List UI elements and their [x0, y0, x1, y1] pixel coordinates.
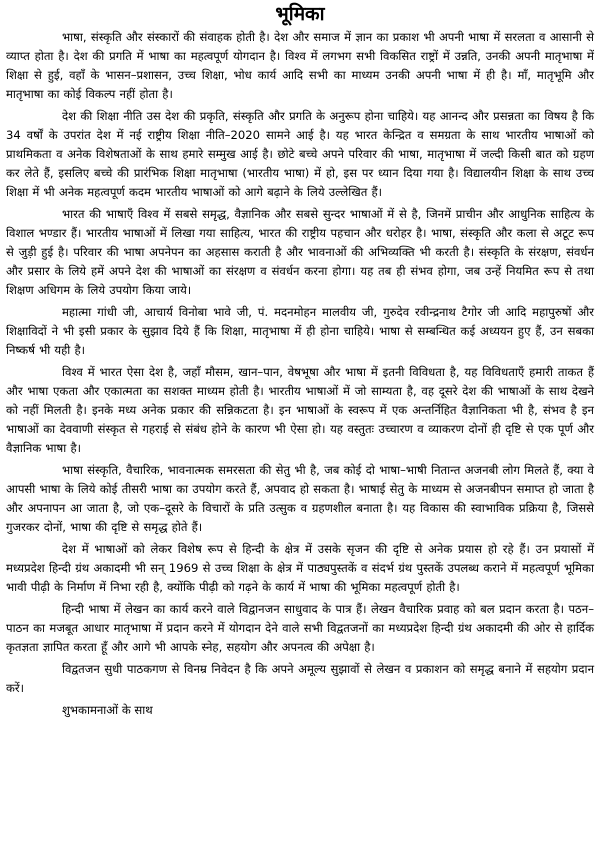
paragraph-9: विद्वतजन सुधी पाठकगण से विनम्र निवेदन है कि अपने अमूल्य सुझावों से लेखन व प्रकाशन को समृद्ध बनाने में सहयोग प्रदान करें।	[6, 662, 594, 695]
paragraph-6: भाषा संस्कृति, वैचारिक, भावनात्मक समरसता की सेतु भी है, जब कोई दो भाषा–भाषी नितान्त अजनबी लोग मिलते हैं, क्या वे आपसी भाषा के लिये कोई तीसरी भाषा का उपयोग करते हैं, अपवाद हो सकता है। भाषाई सेतु के माध्यम से अजनबीपन समाप्त हो जाता है और अपनापन आ जाता है, जो एक–दूसरे के विचारों के प्रति उत्सुक व ग्रहणशील बनाता है। यह विकास की स्वाभाविक प्रक्रिया है, जिससे गुजरकर दोनों, भाषा की दृष्टि से समृद्ध होते हैं।	[6, 463, 594, 534]
paragraph-2: देश की शिक्षा नीति उस देश की प्रकृति, संस्कृति और प्रगति के अनुरूप होना चाहिये। यह आनन्द और प्रसन्नता का विषय है कि 34 वर्षों के उपरांत देश में नई राष्ट्रीय शिक्षा नीति–2020 सामने आई है। यह भारत केन्द्रित व समग्रता के साथ भारतीय भाषाओं को प्राथमिकता व अनेक विशेषताओं के साथ हमारे सम्मुख आई है। छोटे बच्चे अपने परिवार की भाषा, मातृभाषा में जल्दी किसी बात को ग्रहण कर लेते हैं, इसलिए बच्चे की प्रारंभिक शिक्षा मातृभाषा (भारतीय भाषा) में हो, इस पर ध्यान दिया गया है। विद्यालयीन शिक्षा के साथ उच्च शिक्षा में भी अनेक महत्वपूर्ण कदम भारतीय भाषाओं को आगे बढ़ाने के लिये उल्लेखित हैं।	[6, 109, 594, 199]
paragraph-8: हिन्दी भाषा में लेखन का कार्य करने वाले विद्वानजन साधुवाद के पात्र हैं। लेखन वैचारिक प्रवाह को बल प्रदान करता है। पठन–पाठन का मजबूत आधार मातृभाषा में प्रदान करने में योगदान देने वाले सभी विद्वतजनों का मध्यप्रदेश हिन्दी ग्रंथ अकादमी की ओर से हार्दिक कृतज्ञता ज्ञापित करता हूँ और आगे भी आपके स्नेह, सहयोग और अपनत्व की अपेक्षा है।	[6, 602, 594, 654]
paragraph-4: महात्मा गांधी जी, आचार्य विनोबा भावे जी, पं. मदनमोहन मालवीय जी, गुरुदेव रवीन्द्रनाथ टैगोर जी आदि महापुरुषों और शिक्षाविदों ने भी इसी प्रकार के सुझाव दिये हैं कि शिक्षा, मातृभाषा में ही होना चाहिये। भाषा से सम्बन्धित कई अध्ययन हुए हैं, उन सबका निष्कर्ष भी यही है।	[6, 305, 594, 357]
page-title: भूमिका	[275, 3, 325, 25]
closing-line: शुभकामनाओं के साथ	[62, 703, 153, 717]
paragraph-1: भाषा, संस्कृति और संस्कारों की संवाहक होती है। देश और समाज में ज्ञान का प्रकाश भी अपनी भाषा में सरलता व आसानी से व्याप्त होता है। देश की प्रगति में भाषा का महत्वपूर्ण योगदान है। विश्व में लगभग सभी विकसित राष्ट्रों में उन्नति, उनकी अपनी मातृभाषा में शिक्षा से हुई, वहाँ के भासन–प्रशासन, उच्च शिक्षा, भोध कार्य आदि सभी का माध्यम उनकी अपनी भाषा में ही है। माँ, मातृभूमि और मातृभाषा का कोई विकल्प नहीं होता है।	[6, 30, 594, 101]
paragraph-7: देश में भाषाओं को लेकर विशेष रूप से हिन्दी के क्षेत्र में उसके सृजन की दृष्टि से अनेक प्रयास हो रहे हैं। उन प्रयासों में मध्यप्रदेश हिन्दी ग्रंथ अकादमी भी सन् 1969 से उच्च शिक्षा के क्षेत्र में पाठ्यपुस्तकें व संदर्भ ग्रंथ पुस्तकें उपलब्ध कराने में महत्वपूर्ण भूमिका भावी पीढ़ी के निर्माण में निभा रही है, क्योंकि पीढ़ी को गढ़ने के कार्य में भाषा की भूमिका महत्वपूर्ण होती है।	[6, 542, 594, 594]
paragraph-5: विश्व में भारत ऐसा देश है, जहाँ मौसम, खान–पान, वेषभूषा और भाषा में इतनी विविधता है, यह विविधताएँ हमारी ताकत हैं और भाषा एकता और एकात्मता का सशक्त माध्यम होती है। भारतीय भाषाओं में जो साम्यता है, वह दूसरे देश की भाषाओं के साथ देखने को नहीं मिलती है। इनके मध्य अनेक प्रकार की सन्निकटता है। इन भाषाओं के स्वरूप में एक अन्तर्निहित वैज्ञानिकता भी है, संभव है इन भाषाओं का देववाणी संस्कृत से गहराई से संबंध होने के कारण भी ऐसा हो। यह वस्तुतः उच्चारण व व्याकरण दोनों ही दृष्टि से एक पूर्ण और वैज्ञानिक भाषा है।	[6, 365, 594, 455]
paragraph-3: भारत की भाषाएँ विश्व में सबसे समृद्ध, वैज्ञानिक और सबसे सुन्दर भाषाओं में से है, जिनमें प्राचीन और आधुनिक साहित्य के विशाल भण्डार हैं। भारतीय भाषाओं में लिखा गया साहित्य, भारत की राष्ट्रीय पहचान और धरोहर है। भाषा, संस्कृति और कला से अटूट रूप से जुड़ी हुई है। परिवार की भाषा अपनेपन का अहसास कराती है और भावनाओं की अभिव्यक्ति भी करती है। संस्कृति के संरक्षण, संवर्धन और प्रसार के लिये हमें अपने देश की भाषाओं का संरक्षण व संवर्धन करना होगा। यह तब ही संभव होगा, जब उन्हें नियमित रूप से तथा शिक्षण अधिगम के लिये उपयोग किया जाये।	[6, 207, 594, 297]
